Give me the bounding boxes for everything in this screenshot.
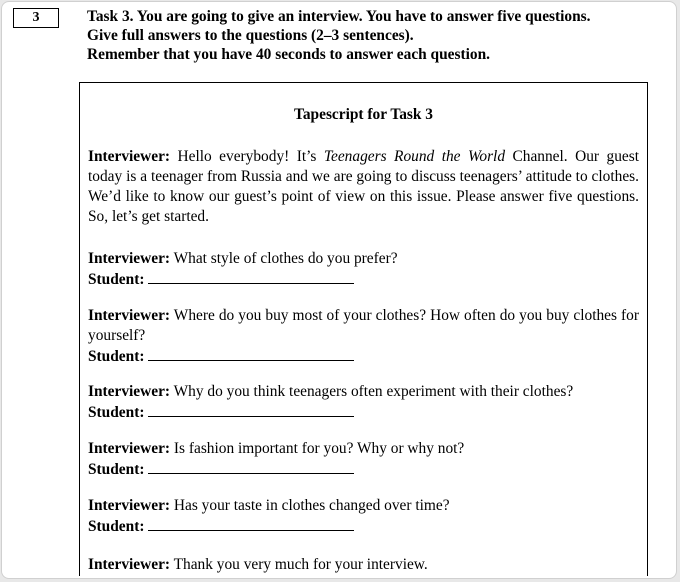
question-block-5 bbox=[88, 496, 639, 537]
interviewer-question-4 bbox=[88, 439, 639, 459]
tapescript-title: Tapescript for Task 3 bbox=[294, 106, 433, 123]
interviewer-label: Interviewer: bbox=[88, 497, 171, 514]
interviewer-label: Interviewer: bbox=[88, 556, 171, 573]
interviewer-label: Interviewer: bbox=[88, 440, 171, 457]
student-answer-1 bbox=[88, 269, 639, 290]
instruction-line-3: Remember that you have 40 seconds to answer each question. bbox=[87, 46, 490, 63]
student-answer-3 bbox=[88, 402, 639, 423]
question-text: Why do you think teenagers often experiment with their clothes? bbox=[170, 383, 574, 400]
student-label: Student: bbox=[88, 271, 145, 288]
intro-text-2: Channel. Our guest today is a teenager from Russia and we are going to discuss teenagers’ attitude to clothes. We’d like to know our guest’s point of view on this issue. Please answer five questions. So, let’s get started. bbox=[88, 148, 639, 225]
closing-block bbox=[88, 555, 639, 575]
interviewer-label: Interviewer: bbox=[88, 383, 171, 400]
student-label: Student: bbox=[88, 404, 145, 421]
answer-line[interactable] bbox=[148, 459, 354, 474]
tapescript-box bbox=[79, 82, 648, 576]
question-block-3 bbox=[88, 382, 639, 423]
student-answer-2 bbox=[88, 346, 639, 367]
student-answer-5 bbox=[88, 516, 639, 537]
student-label: Student: bbox=[88, 348, 145, 365]
interviewer-intro bbox=[88, 147, 639, 227]
student-label: Student: bbox=[88, 461, 145, 478]
question-block-4 bbox=[88, 439, 639, 480]
interviewer-question-2 bbox=[88, 306, 639, 346]
exam-page bbox=[1, 1, 677, 579]
intro-text-1: Hello everybody! It’s bbox=[170, 148, 324, 165]
closing-text: Thank you very much for your interview. bbox=[170, 556, 428, 573]
question-block-2 bbox=[88, 306, 639, 367]
interviewer-question-3 bbox=[88, 382, 639, 402]
question-text: Has your taste in clothes changed over time? bbox=[170, 497, 450, 514]
channel-name: Teenagers Round the World bbox=[323, 148, 506, 165]
instruction-line-2: Give full answers to the questions (2–3 sentences). bbox=[87, 27, 414, 44]
answer-line[interactable] bbox=[148, 346, 354, 361]
question-text: Where do you buy most of your clothes? How often do you buy clothes for yourself? bbox=[88, 307, 639, 344]
interviewer-question-5 bbox=[88, 496, 639, 516]
answer-line[interactable] bbox=[148, 269, 354, 284]
interviewer-label: Interviewer: bbox=[88, 307, 171, 324]
answer-line[interactable] bbox=[148, 402, 354, 417]
question-block-1 bbox=[88, 249, 639, 290]
student-label: Student: bbox=[88, 518, 145, 535]
instruction-line-1: Task 3. You are going to give an interview. You have to answer five questions. bbox=[87, 8, 591, 25]
interviewer-label: Interviewer: bbox=[88, 250, 171, 267]
interviewer-question-1 bbox=[88, 249, 639, 269]
task-instructions bbox=[87, 7, 667, 64]
answer-line[interactable] bbox=[148, 516, 354, 531]
interviewer-label: Interviewer: bbox=[88, 148, 171, 165]
question-text: What style of clothes do you prefer? bbox=[170, 250, 398, 267]
question-text: Is fashion important for you? Why or why not? bbox=[170, 440, 465, 457]
task-number-box: 3 bbox=[13, 8, 59, 28]
student-answer-4 bbox=[88, 459, 639, 480]
